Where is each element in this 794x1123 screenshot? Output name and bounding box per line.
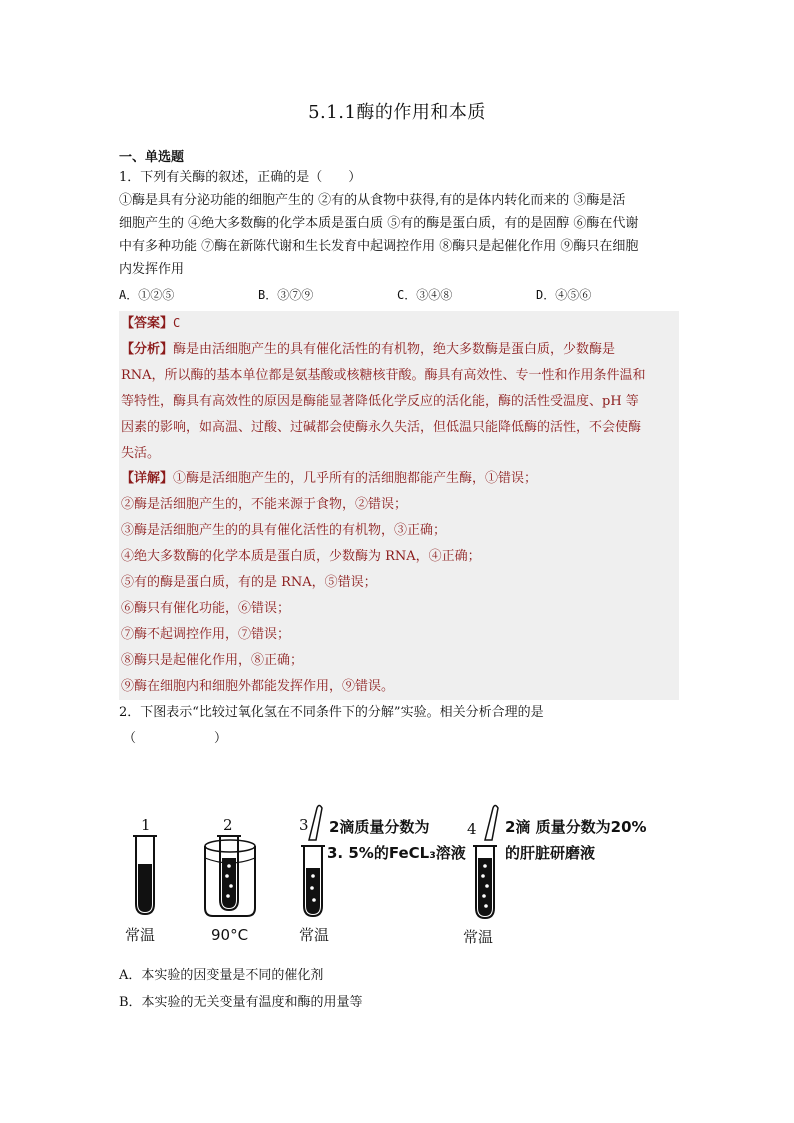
experiment-figure [119,800,679,950]
tube-temp-3: 常温 [299,926,330,944]
experiment-diagram [119,800,679,950]
q1-option-c: C．③④⑧ [397,288,453,302]
detail-line: ⑦酶不起调控作用，⑦错误； [121,626,291,642]
q1-statement-line: 内发挥作用 [119,262,185,277]
tube-temp-4: 常温 [463,928,494,946]
analysis-line: RNA，所以酶的基本单位都是氨基酸或核糖核苷酸。酶具有高效性、专一性和作用条件温和 [121,367,646,383]
q1-option-b: B．③⑦⑨ [258,288,314,302]
detail-tag: 【详解】 [121,471,174,487]
detail-text: ①酶是活细胞产生的，几乎所有的活细胞都能产生酶，①错误； [173,471,538,487]
analysis-line: 失活。 [121,445,161,461]
test-tube-1 [125,816,157,944]
q1-statement-line: ①酶是具有分泌功能的细胞产生的 ②有的从食物中获得,有的是体内转化而来的 ③酶是活 [119,193,626,208]
tube-number-2: 2 [223,816,233,834]
q2-stem: 2．下图表示“比较过氧化氢在不同条件下的分解”实验。相关分析合理的是 [119,704,544,720]
detail-line: ④绝大多数酶的化学本质是蛋白质，少数酶为 RNA，④正确； [121,549,481,565]
detail-line: ③酶是活细胞产生的的具有催化活性的有机物，③正确； [121,523,447,539]
detail-line: ⑨酶在细胞内和细胞外都能发挥作用，⑨错误。 [121,678,395,694]
tube-number-4: 4 [467,820,477,838]
tube4-label-line2: 的肝脏研磨液 [505,844,596,862]
answer-box [119,311,679,700]
q2-options [119,962,363,1016]
test-tube-3 [299,806,466,945]
tube-number-3: 3 [299,816,309,834]
q1-option-a: A．①②⑤ [119,288,175,302]
detail-line: ⑧酶只是起催化作用，⑧正确； [121,652,304,668]
tube-temp-1: 常温 [125,926,156,944]
test-tube-4 [463,806,647,947]
tube3-label-line2: 3. 5%的FeCL₃溶液 [327,844,466,862]
test-tube-2-beaker [205,816,255,944]
detail-line: ②酶是活细胞产生的，不能来源于食物，②错误； [121,497,408,513]
detail-line [121,466,677,492]
analysis-text: 酶是由活细胞产生的具有催化活性的有机物，绝大多数酶是蛋白质，少数酶是 [173,341,616,357]
q1-statement-line: 中有多种功能 ⑦酶在新陈代谢和生长发育中起调控作用 ⑧酶只是起催化作用 ⑨酶只在细胞 [119,239,639,254]
answer-tag: 【答案】 [121,316,174,331]
q2-option-b: B．本实验的无关变量有温度和酶的用量等 [119,995,363,1010]
q1-option-d: D．④⑤⑥ [536,288,592,302]
question-content [119,150,679,752]
tube3-label-line1: 2滴质量分数为 [329,818,430,836]
tube4-label-line1: 2滴 质量分数为20% [505,818,647,836]
q1-stem: 1．下列有关酶的叙述，正确的是（ ） [119,170,362,185]
answer-value: C [173,316,181,330]
analysis-line: 等特性，酶具有高效性的原因是酶能显著降低化学反应的活化能，酶的活性受温度、pH 等 [121,393,639,409]
analysis-line [121,337,677,363]
detail-line: ⑤有的酶是蛋白质，有的是 RNA，⑤错误； [121,575,377,591]
tube-number-1: 1 [141,816,151,834]
section-heading: 一、单选题 [119,150,185,165]
q2-blank: （ ） [123,730,228,746]
answer-line [121,311,677,337]
q2-option-a: A．本实验的因变量是不同的催化剂 [119,968,324,983]
detail-line: ⑥酶只有催化功能，⑥错误； [121,600,291,616]
tube-temp-2: 90°C [211,926,249,944]
q1-options [119,283,679,307]
analysis-tag: 【分析】 [121,341,174,357]
q1-statement-line: 细胞产生的 ④绝大多数酶的化学本质是蛋白质 ⑤有的酶是蛋白质，有的是固醇 ⑥酶在代谢 [119,216,639,231]
analysis-line: 因素的影响，如高温、过酸、过碱都会使酶永久失活，但低温只能降低酶的活性，不会使酶 [121,419,642,435]
page-title: 5.1.1酶的作用和本质 [308,102,486,123]
